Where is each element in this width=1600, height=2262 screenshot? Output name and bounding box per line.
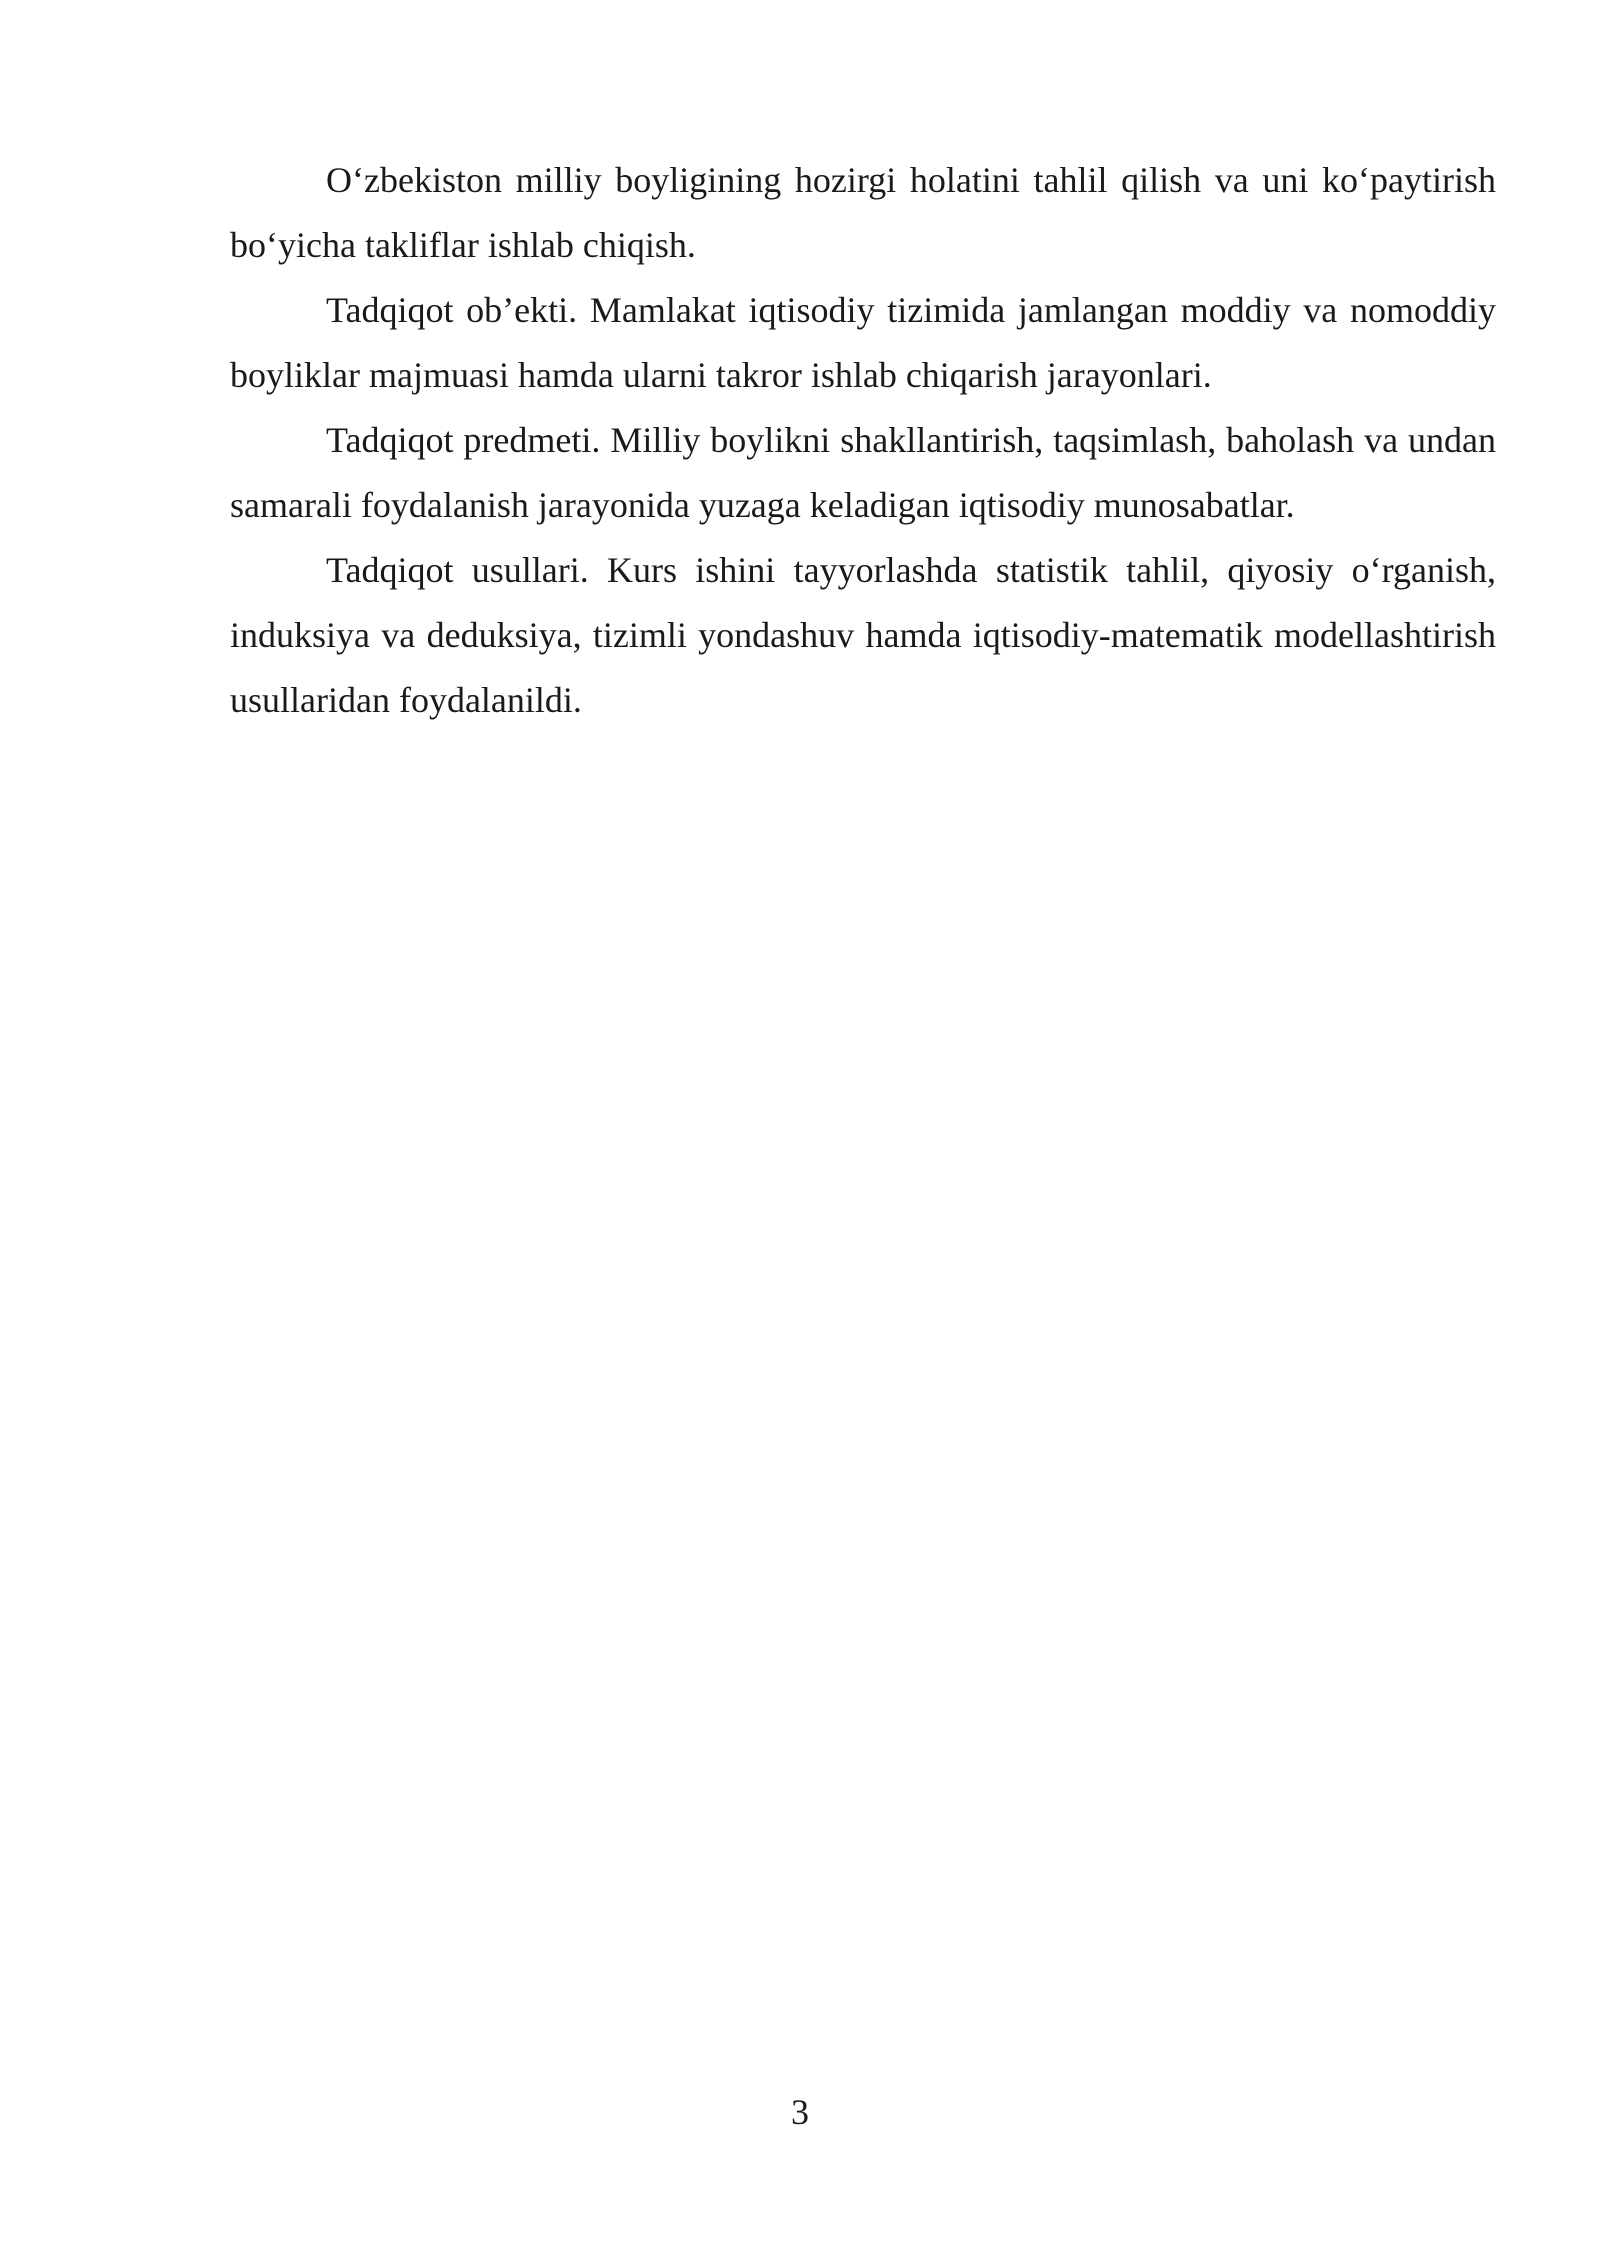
paragraph-research-object: Tadqiqot ob’ekti. Mamlakat iqtisodiy tizimida jamlangan moddiy va nomoddiy boyliklar majmuasi hamda ularni takror ishlab chiqarish jarayonlari.: [230, 290, 1496, 395]
paragraph-goal: O‘zbekiston milliy boyligining hozirgi holatini tahlil qilish va uni ko‘paytirish bo‘yicha takliflar ishlab chiqish.: [230, 160, 1496, 265]
paragraph-research-subject: Tadqiqot predmeti. Milliy boylikni shakllantirish, taqsimlash, baholash va undan samarali foydalanish jarayonida yuzaga keladigan iqtisodiy munosabatlar.: [230, 420, 1496, 525]
document-body: [230, 148, 1496, 733]
page-number: 3: [791, 2092, 809, 2132]
paragraph-research-methods: Tadqiqot usullari. Kurs ishini tayyorlashda statistik tahlil, qiyosiy o‘rganish, induksiya va deduksiya, tizimli yondashuv hamda iqtisodiy-matematik modellashtirish usullaridan foydalanildi.: [230, 550, 1496, 720]
